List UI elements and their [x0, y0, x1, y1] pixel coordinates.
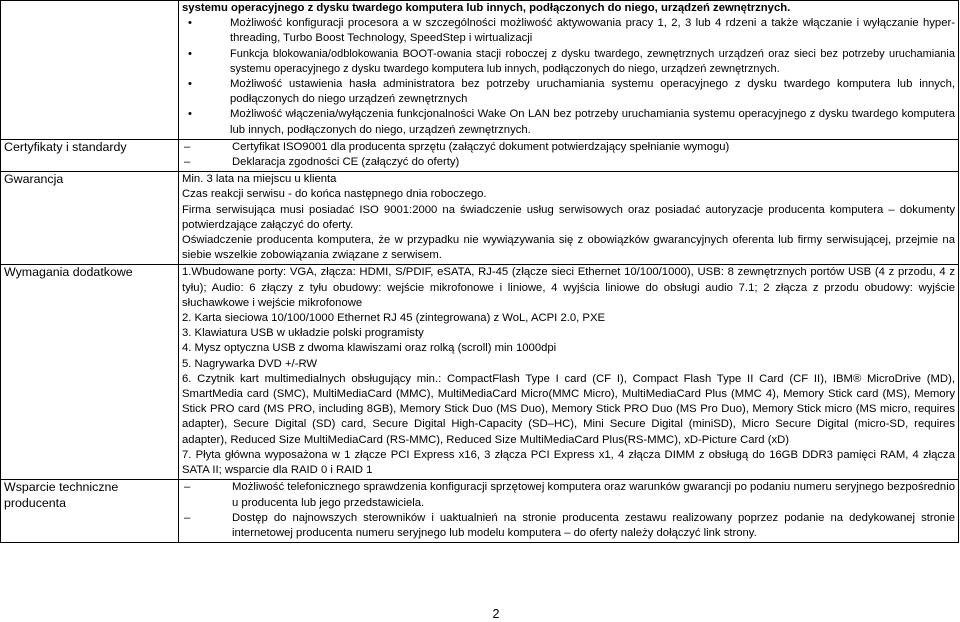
- dash-icon: –: [184, 511, 191, 524]
- bios-bullet-text: Możliwość konfiguracji procesora a w szczególności możliwość aktywowania pracy 1, 2, 3 lub 4 rdzeni a także włączanie i wyłączanie hyper-threading, Turbo Boost Technology, SpeedStep i wirtualizacji: [230, 17, 955, 45]
- certificate-text: Certyfikat ISO9001 dla producenta sprzętu (załączyć dokument potwierdzający spełnianie wymogu): [232, 140, 730, 153]
- bios-bullet-text: Funkcja blokowania/odblokowania BOOT-owania stacji roboczej z dysku twardego, zewnętrznych urządzeń oraz sieci bez potrzeby uruchamiania systemu operacyjnego z dysku twardego komputera lub innych, podłączonych do niego, urządzeń zewnętrznych.: [230, 47, 955, 75]
- bios-label-cell: [1, 1, 179, 140]
- bios-continuation-line: systemu operacyjnego z dysku twardego komputera lub innych, podłączonych do niego, urządzeń zewnętrznych.: [182, 2, 791, 14]
- dash-icon: –: [184, 140, 191, 153]
- additional-requirements-value-cell: [179, 265, 959, 480]
- support-text: Dostęp do najnowszych sterowników i uaktualnień na stronie producenta zestawu realizowany poprzez podanie na dedykowanej stronie internetowej producenta numeru seryjnego lub modelu komputera – do oferty należy dołączyć link strony.: [232, 511, 955, 539]
- requirement-line: 7. Płyta główna wyposażona w 1 złącze PCI Express x16, 3 złącza PCI Express x1, 4 złącza DIMM z obsługą do 16GB DDR3 pamięci RAM, 4 złącza SATA II; wsparcie dla RAID 0 i RAID 1: [182, 448, 955, 477]
- certificate-item: [182, 155, 955, 170]
- certificate-text: Deklaracja zgodności CE (załączyć do oferty): [232, 156, 460, 169]
- certificate-item: [182, 140, 955, 155]
- bullet-icon: •: [188, 108, 192, 121]
- requirement-line: 2. Karta sieciowa 10/100/1000 Ethernet RJ 45 (zintegrowana) z WoL, ACPI 2.0, PXE: [182, 312, 606, 325]
- dash-icon: –: [184, 156, 191, 169]
- technical-support-value-cell: [179, 480, 959, 543]
- requirement-line: 1.Wbudowane porty: VGA, złącza: HDMI, S/PDIF, eSATA, RJ-45 (złącze sieci Ethernet 10/100/1000), USB: 8 zewnętrznych portów USB (4 z przodu, 4 z tyłu); Audio: 6 złączy z tyłu obudowy: wejście mikrofonowe i liniowe, 4 wyjścia liniowe do obsługi audio 7.1; 2 złącza z przodu obudowy: wyjście słuchawkowe i wejście mikrofonowe: [182, 266, 955, 309]
- bios-bullet-item: [182, 47, 955, 77]
- support-item: [182, 480, 955, 510]
- requirement-line: 5. Nagrywarka DVD +/-RW: [182, 357, 318, 370]
- bios-bullet-item: [182, 77, 955, 107]
- certificates-value-cell: [179, 139, 959, 171]
- requirement-line: 3. Klawiatura USB w układzie polski programisty: [182, 327, 424, 340]
- requirement-line: 4. Mysz optyczna USB z dwoma klawiszami oraz rolką (scroll) min 1000dpi: [182, 342, 557, 355]
- bullet-icon: •: [188, 78, 192, 91]
- warranty-label: Gwarancja: [1, 172, 179, 265]
- warranty-row: [1, 172, 959, 265]
- requirement-line: 6. Czytnik kart multimedialnych obsługujący min.: CompactFlash Type I card (CF I), Compact Flash Type II Card (CF II), IBM® MicroDrive (MD), SmartMedia card (SMC), MultiMediaCard (MMC), MultiMediaCard Micro(MMC Micro), MultiMediaCard Plus (MMC 4), Memory Stick card (MS), Memory Stick PRO card (MS PRO, including 8GB), Memory Stick Duo (MS Duo), Memory Stick PRO Duo (MS Pro Duo), Memory Stick micro (MS micro, requires adapter), Secure Digital (SD) card, Secure Digital High-Capacity (SD–HC), Mini Secure Digital (miniSD), Micro Secure Digital (micro-SD, requires adapter), Reduced Size MultiMediaCard (RS-MMC), Reduced Size MultiMediaCard Plus(RS-MMC), xD-Picture Card (xD): [182, 372, 955, 446]
- warranty-value-cell: [179, 172, 959, 265]
- bios-bullet-item: [182, 16, 955, 46]
- technical-support-row: [1, 480, 959, 543]
- additional-requirements-label: Wymagania dodatkowe: [1, 265, 179, 480]
- warranty-line: Oświadczenie producenta komputera, że w przypadku nie wywiązywania się z obowiązków gwarancyjnych oferenta lub firmy serwisującej, przejmie na siebie wszelkie zobowiązania związane z serwisem.: [182, 234, 955, 262]
- bios-row: [1, 1, 959, 140]
- support-item: [182, 511, 955, 541]
- bios-bullet-text: Możliwość ustawienia hasła administratora bez potrzeby uruchamiania systemu operacyjnego z dysku twardego komputera lub innych, podłączonych do niego urządzeń zewnętrznych: [230, 78, 955, 106]
- bios-bullet-text: Możliwość włączenia/wyłączenia funkcjonalności Wake On LAN bez potrzeby uruchamiania systemu operacyjnego z dysku twardego komputera lub innych, podłączonych do niego, urządzeń zewnętrznych.: [230, 108, 955, 136]
- bios-bullet-item: [182, 107, 955, 137]
- bios-value-cell: [179, 1, 959, 140]
- certificates-label: Certyfikaty i standardy: [1, 139, 179, 171]
- bullet-icon: •: [188, 17, 192, 30]
- support-text: Możliwość telefonicznego sprawdzenia konfiguracji sprzętowej komputera oraz warunków gwarancji po podaniu numeru seryjnego bezpośrednio u producenta lub jego przedstawiciela.: [232, 481, 955, 509]
- additional-requirements-row: [1, 265, 959, 480]
- dash-icon: –: [184, 481, 191, 494]
- bullet-icon: •: [188, 47, 192, 60]
- warranty-line: Firma serwisująca musi posiadać ISO 9001:2000 na świadczenie usług serwisowych oraz posiadać autoryzacje producenta komputera – dokumenty potwierdzające załączyć do oferty.: [182, 203, 955, 231]
- warranty-line: Min. 3 lata na miejscu u klienta: [182, 173, 337, 186]
- page-number: 2: [492, 607, 500, 621]
- warranty-line: Czas reakcji serwisu - do końca następnego dnia roboczego.: [182, 188, 487, 201]
- technical-support-label: Wsparcie techniczne producenta: [1, 480, 179, 543]
- certificates-row: [1, 139, 959, 171]
